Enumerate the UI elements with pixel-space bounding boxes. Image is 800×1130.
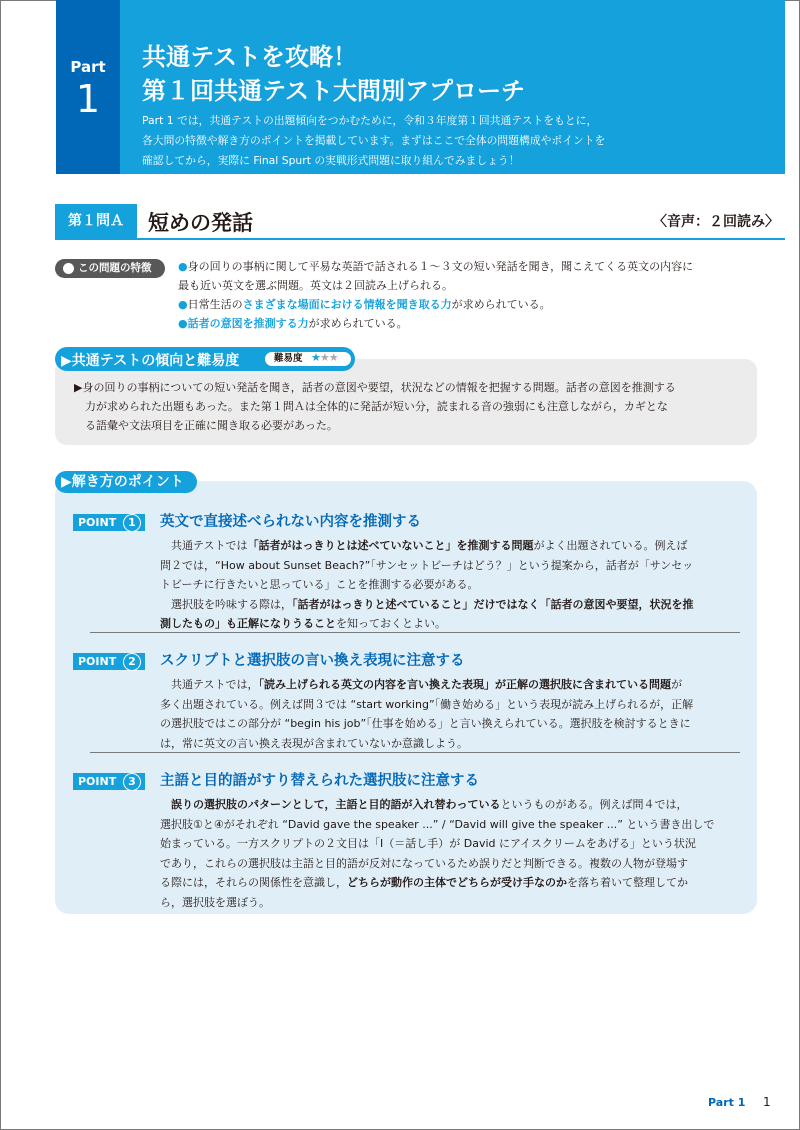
text-run: 問２では，“How about Sunset Beach?”「サンセットビーチはどう？」という提案から，話者が「サンセッ (160, 558, 694, 572)
points-heading (55, 471, 197, 493)
part-tab (56, 0, 120, 174)
bullet-icon: ● (178, 298, 188, 311)
difficulty-label: 難易度 (274, 353, 303, 364)
section-label: 第１問Ａ (55, 204, 137, 238)
point-number: 1 (123, 514, 141, 532)
intro-line: 各大問の特徴や解き方のポイントを掲載しています。まずはここで全体の問題構成やポイントを (142, 134, 606, 147)
text-run: POINT (78, 516, 117, 529)
part-label: Part (70, 58, 106, 76)
trend-title: ▶共通テストの傾向と難易度 (61, 353, 240, 369)
feature-pill-label: この問題の特徴 (78, 262, 152, 274)
text-run: 日常生活の (187, 298, 243, 311)
text-run: POINT (78, 655, 117, 668)
divider (90, 752, 740, 753)
text-run: トビーチに行きたいと思っている」ことを推測する必要がある。 (160, 578, 479, 591)
bullet-icon: ● (178, 317, 188, 330)
point-number: 2 (123, 653, 141, 671)
star-empty-icon: ★★ (319, 351, 338, 364)
point-body (160, 675, 742, 753)
point-title: スクリプトと選択肢の言い換え表現に注意する (160, 653, 465, 669)
text-run: 最も近い英文を選ぶ問題。英文は２回読み上げられる。 (178, 279, 453, 292)
text-run: 話者の意図を推測する力 (187, 317, 309, 330)
star-filled-icon: ★ (311, 351, 320, 364)
point-title: 主語と目的語がすり替えられた選択肢に注意する (160, 773, 479, 789)
difficulty-badge (265, 352, 351, 366)
point-body (160, 536, 742, 634)
text-run: どちらが動作の主体でどちらが受け手なのか (347, 876, 567, 889)
trend-line: 力が求められた出題もあった。また第１問Ａは全体的に発話が短い分，読まれる音の強弱にも注意しながら，カギとな (74, 400, 668, 413)
section-title: 短めの発話 (148, 211, 253, 235)
text-run: 測したもの」も正解になりうること (160, 617, 336, 630)
text-run: 「話者がはっきりとは述べていないこと」を推測する問題 (247, 539, 534, 552)
point-badge (73, 653, 145, 670)
header-band (120, 0, 785, 174)
text-run: がよく出題されている。例えば (533, 539, 688, 552)
page-title-line1: 共通テストを攻略！ (142, 43, 358, 71)
page-title-line2: 第１回共通テスト大問別アプローチ (142, 77, 526, 105)
text-run: さまざまな場面における情報を聞き取る力 (242, 298, 452, 311)
text-run: 誤りの選択肢のパターンとして，主語と目的語が入れ替わっている (160, 798, 501, 811)
text-run: 選択肢①と④がそれぞれ “David gave the speaker ...” / “David will give the speaker ...” という書き出しで (160, 817, 715, 831)
section-voice-note: 〈音声：２回読み〉 (653, 214, 779, 230)
text-run: の選択肢ではこの部分が “begin his job”「仕事を始める」と言い換えられている。選択肢を検討するときに (160, 717, 691, 730)
trend-text (74, 378, 744, 435)
text-run: というものがある。例えば問４では， (500, 798, 688, 811)
text-run: は，常に英文の言い換え表現が含まれていないか意識しよう。 (160, 736, 468, 750)
difficulty-stars (311, 351, 338, 365)
point-badge (73, 773, 145, 790)
text-run: ▶解き方のポイント (61, 474, 184, 490)
feature-item (178, 257, 784, 276)
section-heading (55, 204, 785, 240)
trend-heading (55, 347, 355, 371)
text-run: 「読み上げられる英文の内容を言い換えた表現」が正解の選択肢に含まれている問題 (258, 678, 672, 691)
text-run: 始まっている。一方スクリプトの２文目は「I（＝話し手）が David にアイスクリームをあげる」という状況 (160, 837, 696, 850)
text-run: を知っておくとよい。 (336, 617, 446, 630)
text-run: が求められている。 (451, 298, 551, 311)
text-run: る際には，それらの関係性を意識し， (160, 876, 347, 889)
divider (90, 632, 740, 633)
footer-part-label: Part 1 (708, 1096, 746, 1109)
intro-text (142, 111, 772, 171)
bullet-icon: ● (178, 260, 188, 273)
text-run: が求められている。 (308, 317, 408, 330)
text-run: であり，これらの選択肢は主語と目的語が反対になっているため誤りだと判断できる。複数の人物が登場す (160, 856, 688, 870)
text-run: 身の回りの事柄に関して平易な英語で話される１～３文の短い発話を聞き，聞こえてくる英文の内容に (187, 260, 694, 273)
text-run: 共通テストでは (160, 539, 248, 552)
page-number: 1 (763, 1095, 771, 1109)
intro-line: 確認してから，実際に Final Spurt の実戦形式問題に取り組んでみましょう！ (142, 154, 520, 167)
point-number: 3 (123, 773, 141, 791)
text-run: が (671, 678, 683, 691)
point-body (160, 795, 742, 912)
bullet-dot-icon (63, 263, 74, 274)
point-badge (73, 514, 145, 531)
feature-item (178, 314, 784, 333)
feature-pill (55, 259, 165, 278)
text-run: 選択肢を吟味する際は， (160, 597, 292, 611)
text-run: 共通テストでは， (160, 678, 259, 691)
text-run: 「話者がはっきりと述べていること」だけではなく「話者の意図や要望，状況を推 (292, 597, 694, 611)
intro-line: Part 1 では，共通テストの出題傾向をつかむために，令和３年度第１回共通テストをもとに， (142, 114, 598, 127)
part-number: 1 (75, 77, 101, 121)
text-run: ら，選択肢を選ぼう。 (160, 895, 270, 909)
feature-item-cont (178, 276, 784, 295)
text-run: 多く出題されている。例えば問３では “start working”「働き始める」という表現が読み上げられるが，正解 (160, 697, 694, 711)
text-run: を落ち着いて整理してか (567, 876, 688, 889)
trend-line: ▶身の回りの事柄についての短い発話を聞き，話者の意図や要望，状況などの情報を把握する問題。話者の意図を推測する (74, 381, 676, 394)
feature-item (178, 295, 784, 314)
feature-list (178, 257, 784, 333)
text-run: POINT (78, 775, 117, 788)
trend-line: る語彙や文法項目を正確に聞き取る必要があった。 (74, 419, 338, 432)
point-title: 英文で直接述べられない内容を推測する (160, 514, 421, 530)
